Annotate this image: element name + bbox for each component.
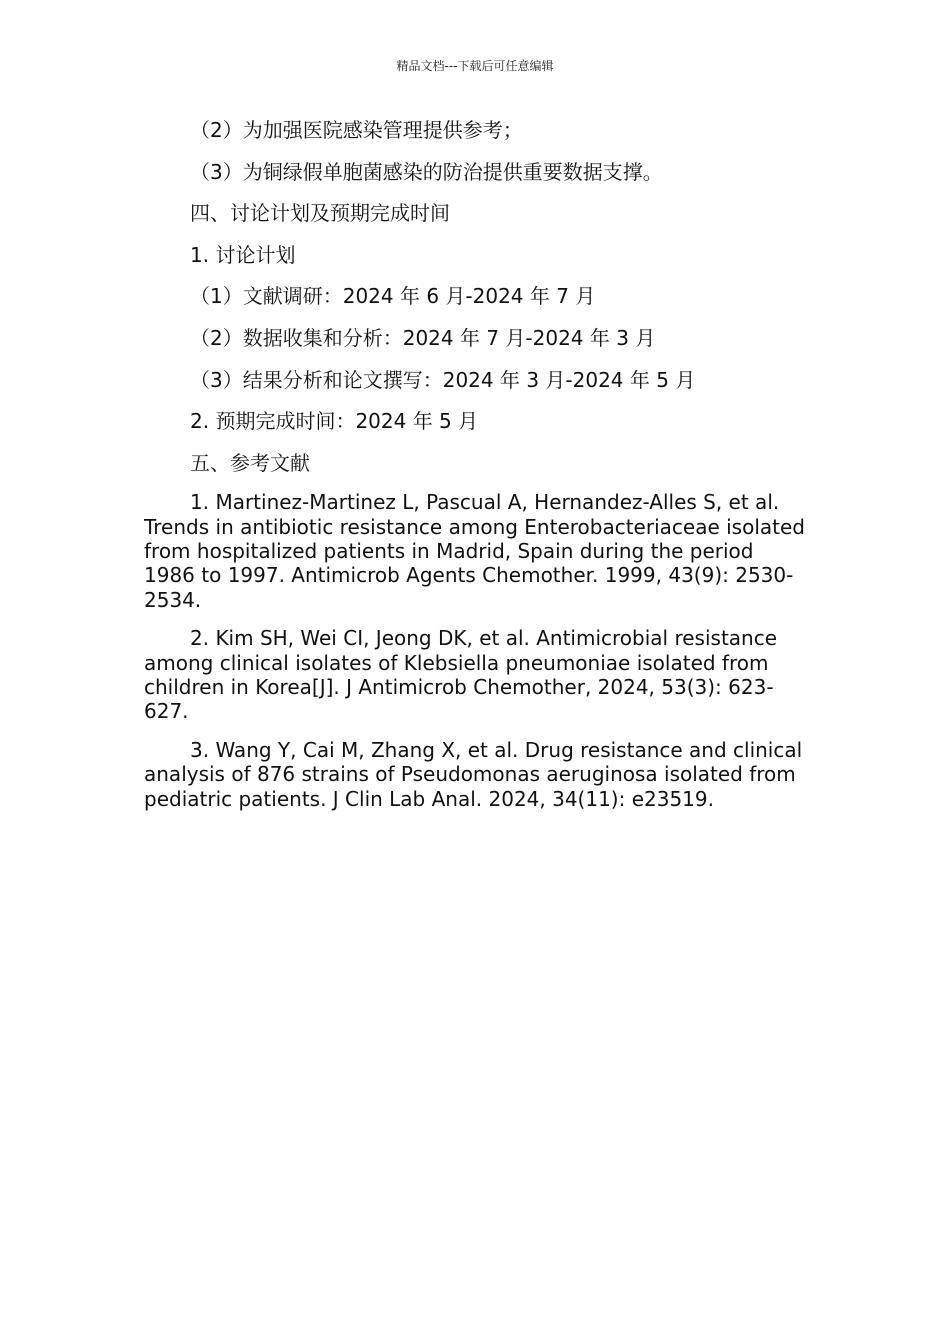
plan-item: （3）结果分析和论文撰写：2024 年 3 月-2024 年 5 月 [190,367,696,392]
section-heading: 四、讨论计划及预期完成时间 [190,201,450,226]
section-heading: 五、参考文献 [190,450,310,475]
list-item: （2）为加强医院感染管理提供参考； [190,118,523,142]
subsection-heading: 1. 讨论计划 [190,242,296,267]
reference-item: 3. Wang Y, Cai M, Zhang X, et al. Drug resistance and clinical analysis of 876 strains of Pseudomonas aeruginosa isolated from pediatric patients. J Clin Lab Anal. 2024, 34(11): e23519. [144,738,803,811]
plan-item: （2）数据收集和分析：2024 年 7 月-2024 年 3 月 [190,325,656,350]
reference-list [144,490,806,811]
page-header: 精品文档---下载后可任意编辑 [396,59,554,73]
reference-item: 2. Kim SH, Wei CI, Jeong DK, et al. Antimicrobial resistance among clinical isolates of Klebsiella pneumoniae isolated from children in Korea[J]. J Antimicrob Chemother, 2024, 53(3): 623-627. [144,626,778,724]
document-body [144,116,806,825]
reference-item: 1. Martinez-Martinez L, Pascual A, Hernandez-Alles S, et al. Trends in antibiotic resistance among Enterobacteriaceae isolated from hospitalized patients in Madrid, Spain during the period 1986 to 1997. Antimicrob Agents Chemother. 1999, 43(9): 2530-2534. [144,490,805,612]
plan-item: （1）文献调研：2024 年 6 月-2024 年 7 月 [190,284,596,309]
list-item: （3）为铜绿假单胞菌感染的防治提供重要数据支撑。 [190,159,663,184]
completion-time: 2. 预期完成时间：2024 年 5 月 [190,409,479,434]
